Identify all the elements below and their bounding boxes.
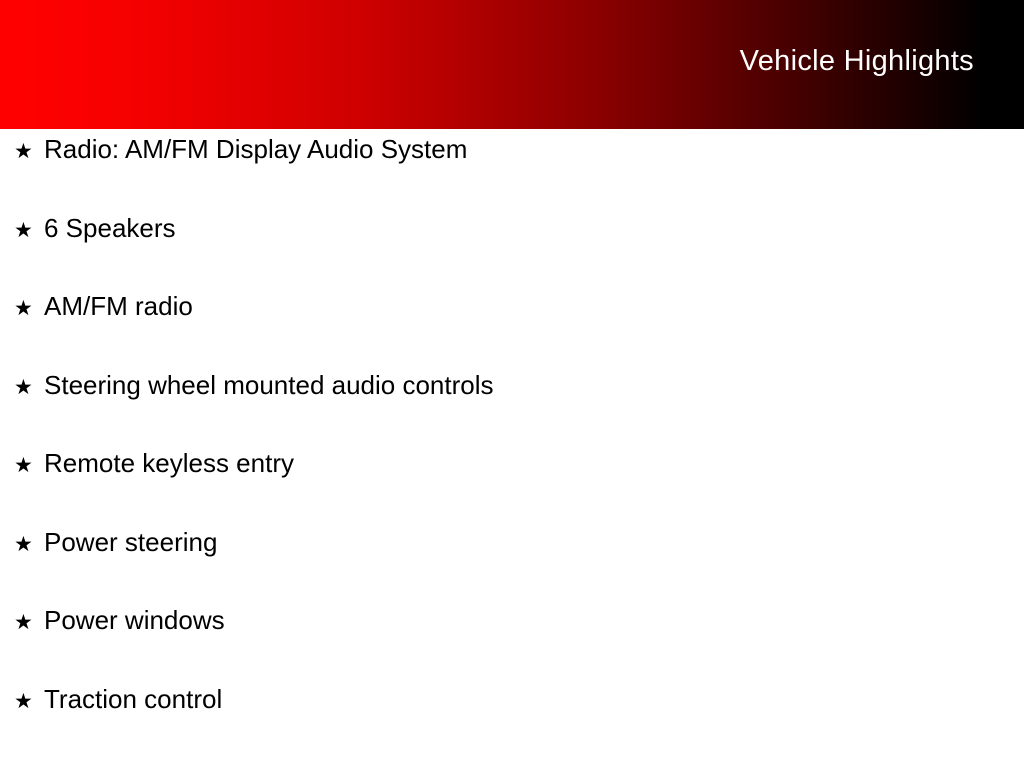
star-icon: ★ bbox=[14, 140, 33, 163]
list-item bbox=[0, 208, 1024, 287]
list-item bbox=[0, 443, 1024, 522]
list-item bbox=[0, 129, 1024, 208]
star-icon: ★ bbox=[14, 611, 33, 634]
list-item bbox=[0, 679, 1024, 758]
list-item-label: Radio: AM/FM Display Audio System bbox=[44, 134, 468, 164]
star-icon: ★ bbox=[14, 375, 33, 399]
star-icon: ★ bbox=[14, 454, 33, 477]
list-item bbox=[0, 286, 1024, 365]
star-icon: ★ bbox=[14, 297, 33, 320]
list-item bbox=[0, 365, 1024, 444]
list-item-label: AM/FM radio bbox=[44, 291, 193, 321]
list-item-label: Steering wheel mounted audio controls bbox=[44, 369, 494, 400]
list-item-label: 6 Speakers bbox=[44, 212, 176, 243]
vehicle-highlights-list bbox=[0, 129, 1024, 757]
page-title: Vehicle Highlights bbox=[739, 45, 974, 77]
list-item-label: Power windows bbox=[44, 605, 225, 635]
header-band bbox=[0, 0, 1024, 129]
star-icon: ★ bbox=[14, 218, 33, 242]
list-item-label: Traction control bbox=[44, 683, 223, 714]
list-item-label: Power steering bbox=[44, 526, 218, 557]
star-icon: ★ bbox=[14, 532, 33, 556]
star-icon: ★ bbox=[14, 689, 33, 713]
list-item bbox=[0, 600, 1024, 679]
list-item-label: Remote keyless entry bbox=[44, 448, 294, 478]
list-item bbox=[0, 522, 1024, 601]
